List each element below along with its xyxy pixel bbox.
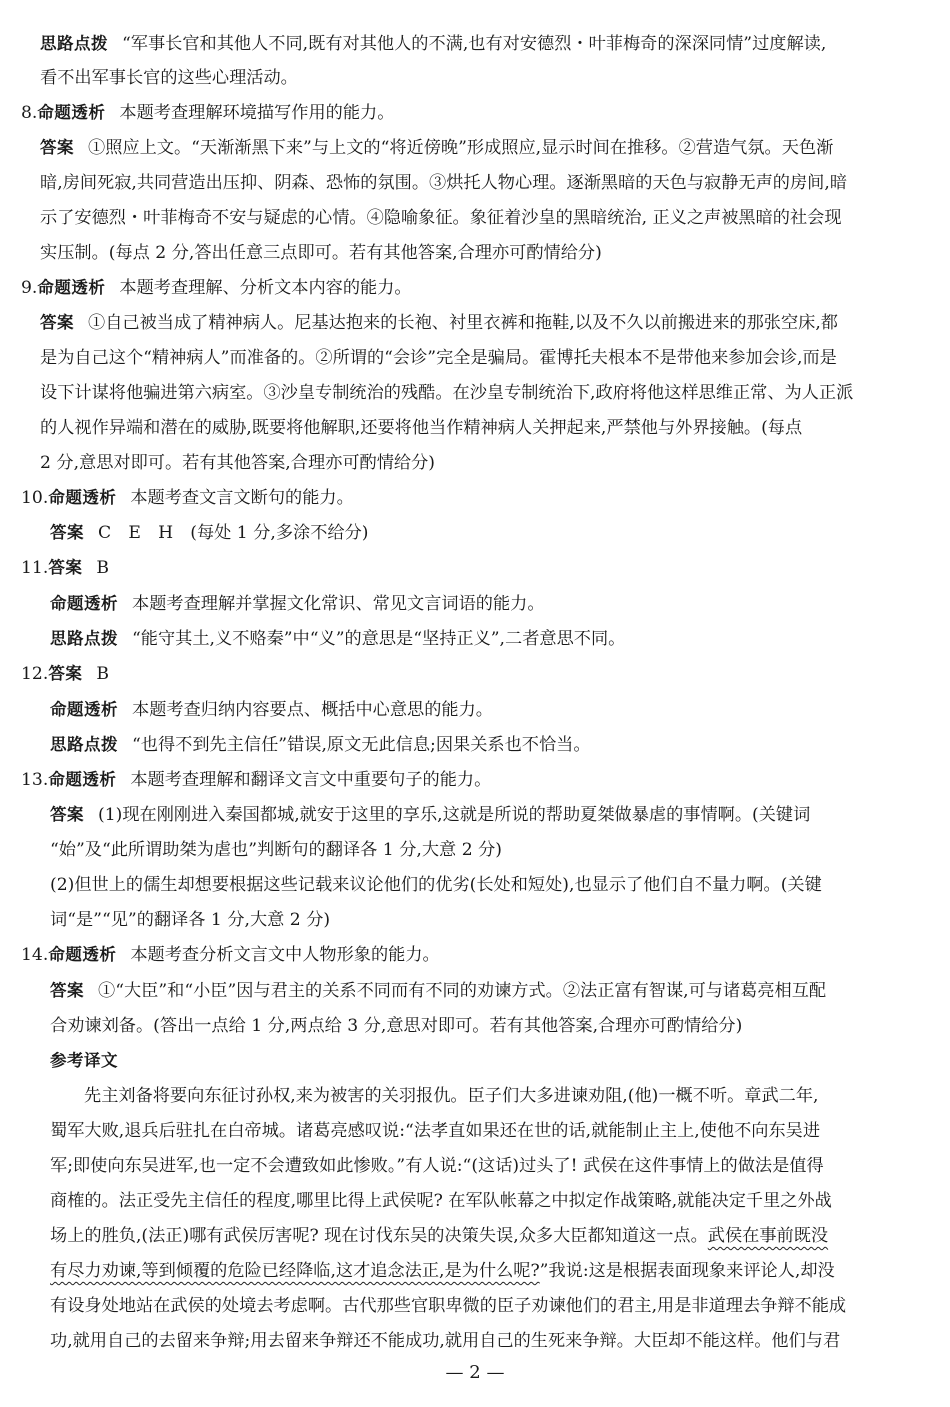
text-line [21, 944, 440, 966]
text-line [40, 312, 838, 334]
section-label: 命题透析 [50, 594, 118, 613]
text-line [50, 804, 810, 826]
text-line [50, 909, 330, 931]
text-line [50, 628, 625, 650]
text-line [50, 980, 826, 1002]
line-text: ①“大臣”和“小臣”因与君主的关系不同而有不同的劝谏方式。②法正富有智谋,可与诸葛亮相互配 [98, 981, 827, 1001]
section-label: 答案 [48, 558, 83, 577]
section-label: 答案 [50, 981, 84, 1000]
text-line [50, 1155, 824, 1177]
line-text: 11. [21, 558, 49, 578]
page-number: — 2 — [445, 1362, 505, 1383]
line-text: 实压制。(每点 2 分,答出任意三点即可。若有其他答案,合理亦可酌情给分) [40, 243, 602, 263]
line-text: 军;即使向东吴进军,也一定不会遭致如此惨败。”有人说:“(这话)过头了! 武侯在这件事情上的做法是值得 [50, 1156, 824, 1176]
text-line [40, 452, 435, 474]
section-label: 思路点拨 [50, 629, 118, 648]
line-text: B [96, 558, 109, 578]
section-label: 思路点拨 [40, 34, 108, 53]
section-label: 命题透析 [37, 278, 106, 297]
line-text: ”我说:这是根据表面现象来评论人,却没 [539, 1261, 835, 1281]
section-label: 命题透析 [48, 488, 117, 507]
wavy-underlined-text: 武侯在事前既没 [707, 1226, 829, 1246]
text-line [40, 207, 842, 229]
text-line [40, 33, 826, 55]
line-text: 词“是”“见”的翻译各 1 分,大意 2 分) [50, 910, 331, 930]
text-line [40, 67, 298, 89]
text-line [40, 417, 802, 439]
line-text: 商榷的。法正受先主信任的程度,哪里比得上武侯呢? 在军队帐幕之中拟定作战策略,就能决定千里之外战 [50, 1191, 832, 1211]
section-label: 命题透析 [48, 770, 117, 789]
line-text: 场上的胜负,(法正)哪有武侯厉害呢? 现在讨伐东吴的决策失误,众多大臣都知道这一点。 [50, 1226, 708, 1246]
text-line [21, 102, 394, 124]
text-line [40, 172, 847, 194]
line-text: 的人视作异端和潜在的威胁,既要将他解职,还要将他当作精神病人关押起来,严禁他与外界接触。(每点 [40, 418, 803, 438]
line-text: 看不出军事长官的这些心理活动。 [40, 68, 298, 88]
line-text: 本题考查理解并掌握文化常识、常见文言词语的能力。 [132, 594, 545, 614]
section-label: 参考译文 [50, 1051, 118, 1070]
line-text: “也得不到先主信任”错误,原文无此信息;因果关系也不恰当。 [132, 735, 591, 755]
line-text: 9. [21, 278, 38, 298]
line-text: “能守其土,义不赂秦”中“义”的意思是“坚持正义”,二者意思不同。 [132, 629, 626, 649]
line-text: 设下计谋将他骗进第六病室。③沙皇专制统治的残酷。在沙皇专制统治下,政府将他这样思维正常、为人正派 [40, 383, 854, 403]
line-text: 示了安德烈・叶菲梅奇不安与疑虑的心情。④隐喻象征。象征着沙皇的黑暗统治, 正义之声被黑暗的社会现 [40, 208, 842, 228]
line-text: 本题考查分析文言文中人物形象的能力。 [130, 945, 440, 965]
text-line [50, 593, 545, 615]
text-line [21, 557, 109, 579]
line-text: 14. [21, 945, 49, 965]
line-text: 本题考查文言文断句的能力。 [130, 488, 354, 508]
line-text: 本题考查理解和翻译文言文中重要句子的能力。 [130, 770, 492, 790]
line-text: 功,就用自己的去留来争辩;用去留来争辩还不能成功,就用自己的生死来争辩。大臣却不能这样。他们与君 [50, 1331, 841, 1351]
wavy-underlined-text: 有尽力劝谏,等到倾覆的危险已经降临,这才追念法正,是为什么呢? [50, 1261, 540, 1281]
text-line [50, 1190, 832, 1212]
line-text: 12. [21, 664, 49, 684]
line-text: “始”及“此所谓助桀为虐也”判断句的翻译各 1 分,大意 2 分) [50, 840, 502, 860]
line-text: 8. [21, 103, 38, 123]
text-line [50, 1330, 840, 1352]
text-line [21, 487, 354, 509]
line-text: 蜀军大败,退兵后驻扎在白帝城。诸葛亮感叹说:“法孝直如果还在世的话,就能制止主上,使他不向东吴进 [50, 1121, 821, 1141]
text-line [21, 277, 412, 299]
line-text: B [96, 664, 109, 684]
text-line [50, 1015, 742, 1037]
line-text: C E H (每处 1 分,多涂不给分) [98, 523, 369, 543]
text-line [50, 1120, 820, 1142]
section-label: 答案 [40, 138, 74, 157]
section-label: 答案 [48, 664, 83, 683]
line-text: 本题考查归纳内容要点、概括中心意思的能力。 [132, 700, 493, 720]
text-line [40, 347, 837, 369]
text-line [21, 769, 491, 791]
line-text: ①照应上文。“天渐渐黑下来”与上文的“将近傍晚”形成照应,显示时间在推移。②营造气氛。天色渐 [88, 138, 834, 158]
text-line [50, 522, 369, 544]
text-line [50, 1225, 828, 1247]
text-line [50, 1295, 846, 1317]
text-line [84, 1085, 819, 1107]
line-text: 2 分,意思对即可。若有其他答案,合理亦可酌情给分) [40, 453, 435, 473]
section-label: 答案 [50, 805, 84, 824]
text-line [40, 242, 602, 264]
section-label: 答案 [50, 523, 84, 542]
section-label: 命题透析 [48, 945, 117, 964]
line-text: 合劝谏刘备。(答出一点给 1 分,两点给 3 分,意思对即可。若有其他答案,合理亦可酌情给分) [50, 1016, 743, 1036]
line-text: 本题考查理解环境描写作用的能力。 [119, 103, 395, 123]
text-line [50, 874, 822, 896]
line-text: (2)但世上的儒生却想要根据这些记载来议论他们的优劣(长处和短处),也显示了他们自不量力啊。(关键 [50, 875, 822, 895]
text-line [50, 1050, 118, 1072]
text-line [50, 1260, 835, 1282]
line-text: 13. [21, 770, 49, 790]
text-line [50, 699, 493, 721]
line-text: 本题考查理解、分析文本内容的能力。 [119, 278, 412, 298]
text-line [21, 663, 109, 685]
line-text: 暗,房间死寂,共同营造出压抑、阴森、恐怖的氛围。③烘托人物心理。逐渐黑暗的天色与寂静无声的房间,暗 [40, 173, 848, 193]
section-label: 思路点拨 [50, 735, 118, 754]
text-line [40, 382, 853, 404]
line-text: 10. [21, 488, 49, 508]
text-line [50, 734, 591, 756]
line-text: 先主刘备将要向东征讨孙权,来为被害的关羽报仇。臣子们大多进谏劝阻,(他)一概不听。章武二年, [84, 1086, 819, 1106]
line-text: 是为自己这个“精神病人”而准备的。②所谓的“会诊”完全是骗局。霍博托夫根本不是带他来参加会诊,而是 [40, 348, 837, 368]
line-text: (1)现在刚刚进入秦国都城,就安于这里的享乐,这就是所说的帮助夏桀做暴虐的事情啊。(关键词 [98, 805, 811, 825]
line-text: 有设身处地站在武侯的处境去考虑啊。古代那些官职卑微的臣子劝谏他们的君主,用是非道理去争辩不能成 [50, 1296, 847, 1316]
section-label: 命题透析 [50, 700, 118, 719]
line-text: “军事长官和其他人不同,既有对其他人的不满,也有对安德烈・叶菲梅奇的深深同情”过度解读, [122, 34, 827, 54]
section-label: 命题透析 [37, 103, 106, 122]
section-label: 答案 [40, 313, 74, 332]
text-line [50, 839, 502, 861]
text-line [40, 137, 833, 159]
line-text: ①自己被当成了精神病人。尼基达抱来的长袍、衬里衣裤和拖鞋,以及不久以前搬进来的那张空床,都 [88, 313, 838, 333]
